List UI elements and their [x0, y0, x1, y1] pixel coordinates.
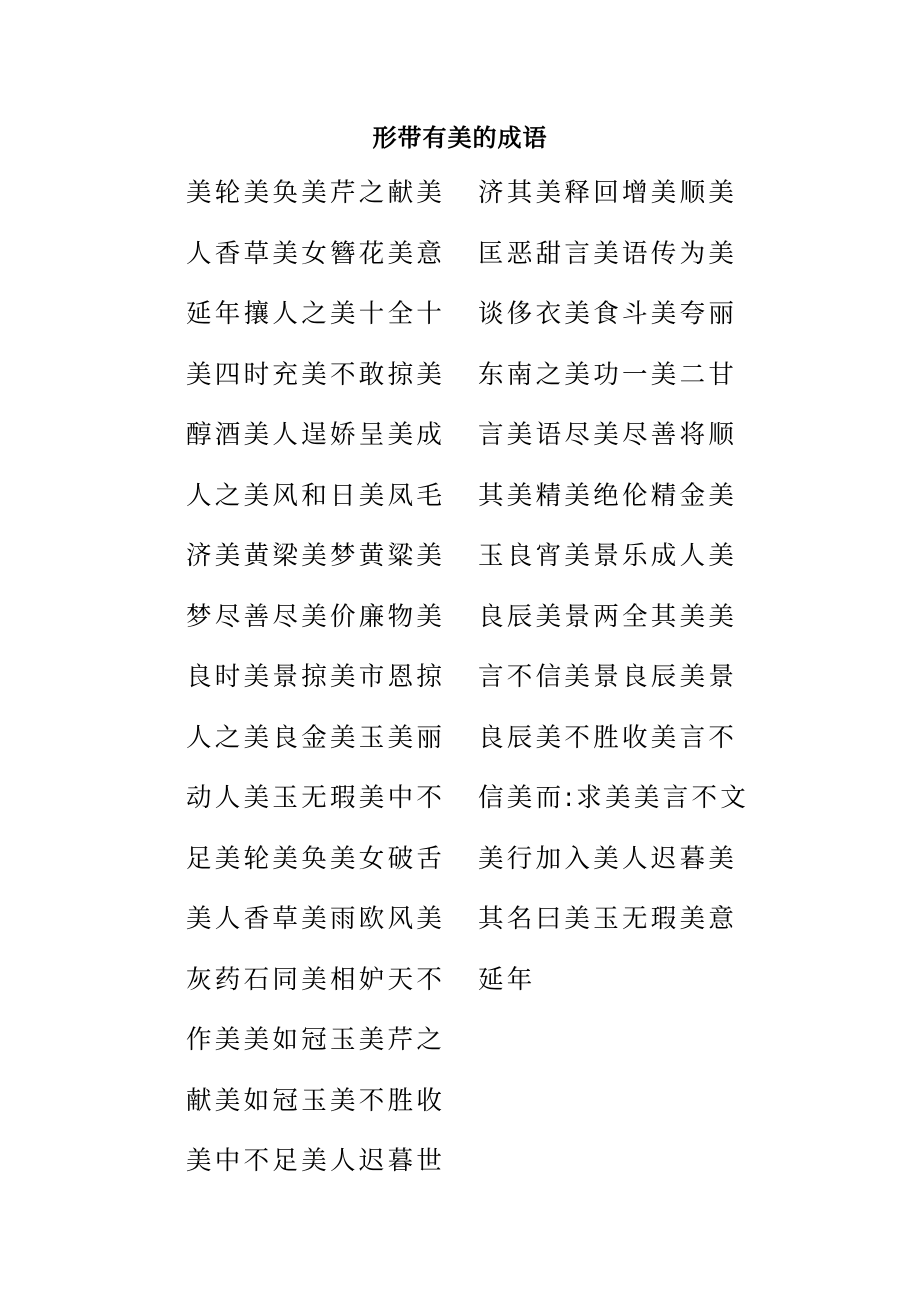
text-line: 其名曰美玉无瑕美意 — [478, 904, 738, 934]
text-line: 东南之美功一美二甘 — [478, 359, 738, 390]
text-line: 人之美良金美玉美丽 — [186, 722, 446, 753]
text-line: 梦尽善尽美价廉物美 — [186, 601, 446, 632]
text-line: 醇酒美人逞娇呈美成 — [186, 420, 446, 450]
text-line: 其美精美绝伦精金美 — [478, 480, 738, 511]
text-line: 美轮美奂美芹之献美 — [186, 178, 446, 208]
text-line: 济其美释回增美顺美 — [478, 178, 738, 208]
document-title: 形带有美的成语 — [372, 124, 548, 152]
text-line: 延年攘人之美十全十 — [186, 299, 446, 329]
text-line: 玉良宵美景乐成人美 — [478, 541, 738, 571]
text-line: 良辰美景两全其美美 — [478, 601, 738, 632]
text-line: 献美如冠玉美不胜收 — [186, 1085, 446, 1116]
text-line: 延年 — [478, 964, 536, 995]
text-line: 良时美景掠美市恩掠 — [186, 662, 446, 692]
text-line: 灰药石同美相妒天不 — [186, 964, 446, 995]
text-line: 济美黄梁美梦黄粱美 — [186, 541, 446, 571]
idiom-column-left — [186, 176, 445, 1205]
text-line: 美行加入美人迟暮美 — [478, 843, 738, 874]
text-line: 人香草美女簪花美意 — [186, 238, 446, 269]
text-line: 人之美风和日美凤毛 — [186, 480, 446, 511]
text-line: 作美美如冠玉美芹之 — [186, 1025, 446, 1055]
text-line: 言美语尽美尽善将顺 — [478, 420, 738, 450]
text-line: 信美而:求美美言不文 — [478, 783, 750, 813]
text-line: 匡恶甜言美语传为美 — [478, 238, 738, 269]
text-line: 谈侈衣美食斗美夸丽 — [478, 299, 738, 329]
text-line: 言不信美景良辰美景 — [478, 662, 738, 692]
text-line: 美中不足美人迟暮世 — [186, 1146, 446, 1176]
text-line: 美人香草美雨欧风美 — [186, 904, 446, 934]
idiom-column-right — [478, 176, 749, 1023]
text-line: 动人美玉无瑕美中不 — [186, 783, 446, 813]
text-line: 美四时充美不敢掠美 — [186, 359, 446, 390]
text-line: 足美轮美奂美女破舌 — [186, 843, 446, 874]
text-line: 良辰美不胜收美言不 — [478, 722, 738, 753]
